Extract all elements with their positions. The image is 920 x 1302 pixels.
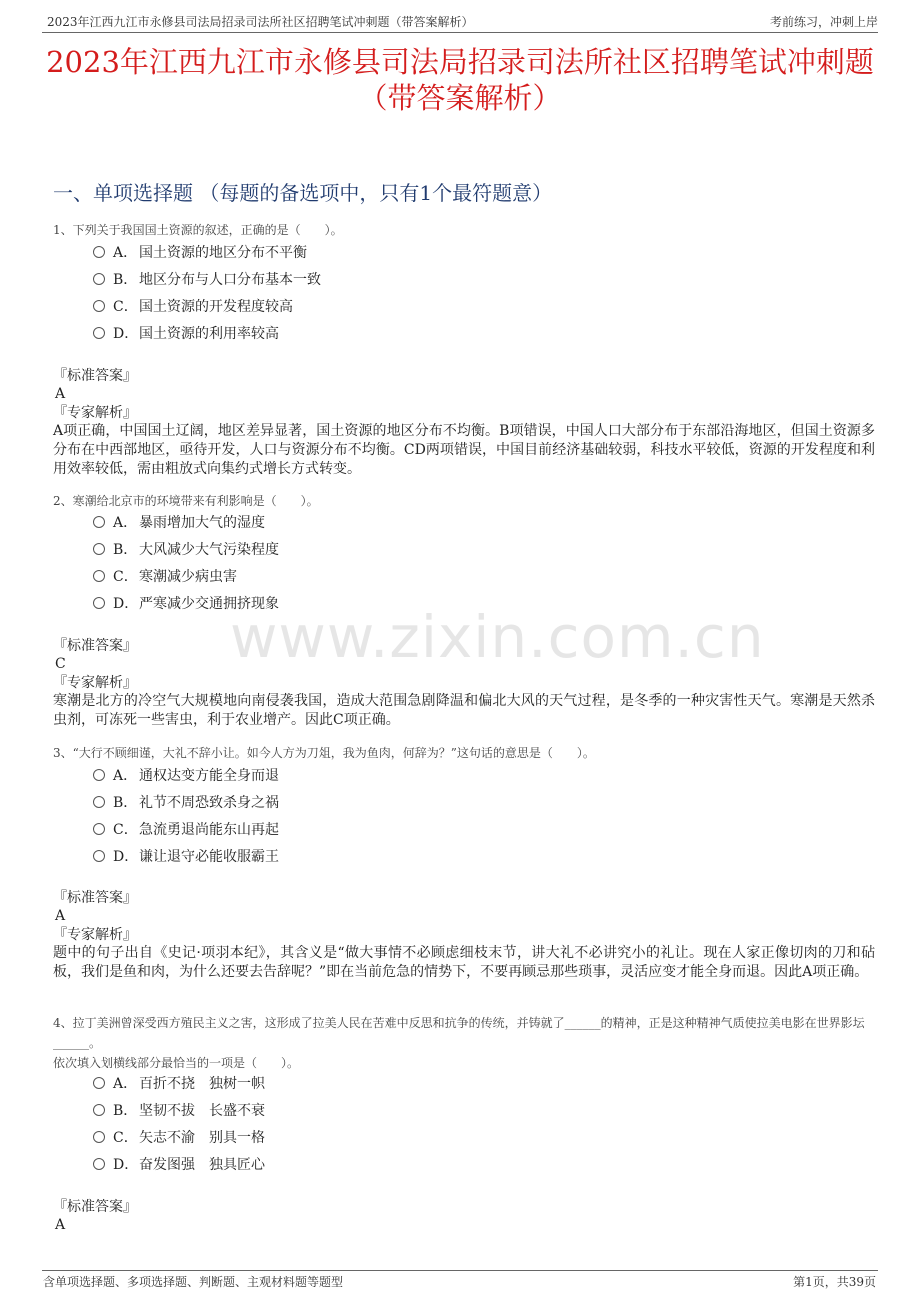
- q4-option-a[interactable]: A． 百折不挠 独树一帜: [93, 1074, 265, 1094]
- q1-option-c[interactable]: C．国土资源的开发程度较高: [93, 297, 293, 317]
- radio-icon[interactable]: [93, 300, 105, 312]
- q1-option-b[interactable]: B． 地区分布与人口分布基本一致: [93, 270, 321, 290]
- radio-icon[interactable]: [93, 543, 105, 555]
- running-header-slogan: 考前练习，冲刺上岸: [769, 15, 878, 29]
- q3-answer: A: [55, 908, 66, 924]
- footer-divider: [42, 1270, 878, 1271]
- question-4-stem: 4、拉丁美洲曾深受西方殖民主义之害，这形成了拉美人民在苦难中反思和抗争的传统，并铸就了______的精神，正是这种精神气质使拉美电影在世界影坛______。: [53, 1016, 865, 1050]
- q4-option-d[interactable]: D．奋发图强 独具匠心: [93, 1155, 265, 1175]
- radio-icon[interactable]: [93, 850, 105, 862]
- question-2-stem: 2、寒潮给北京市的环境带来有利影响是（ ）。: [53, 494, 319, 508]
- document-title: 2023年江西九江市永修县司法局招录司法所社区招聘笔试冲刺题（带答案解析）: [46, 45, 874, 115]
- q2-option-a[interactable]: A． 暴雨增加大气的湿度: [93, 513, 265, 533]
- q3-option-b[interactable]: B． 礼节不周恐致杀身之祸: [93, 793, 279, 813]
- radio-icon[interactable]: [93, 1158, 105, 1170]
- q3-option-a[interactable]: A． 通权达变方能全身而退: [93, 766, 279, 786]
- section-heading: 一、单项选择题 （每题的备选项中，只有1个最符题意）: [53, 181, 553, 205]
- radio-icon[interactable]: [93, 246, 105, 258]
- q1-analysis-label: 『专家解析』: [53, 405, 137, 421]
- q1-option-a[interactable]: A． 国土资源的地区分布不平衡: [93, 243, 307, 263]
- question-1-stem: 1、下列关于我国国土资源的叙述，正确的是（ ）。: [53, 223, 343, 237]
- footer-description: 含单项选择题、多项选择题、判断题、主观材料题等题型: [43, 1275, 344, 1289]
- q4-option-b[interactable]: B． 坚韧不拔 长盛不衰: [93, 1101, 265, 1121]
- q2-answer-label: 『标准答案』: [53, 638, 137, 654]
- q3-option-d[interactable]: D．谦让退守必能收服霸王: [93, 847, 279, 867]
- q4-answer-label: 『标准答案』: [53, 1199, 137, 1215]
- q2-option-b[interactable]: B． 大风减少大气污染程度: [93, 540, 279, 560]
- header-divider: [42, 32, 878, 33]
- question-4-instruction: 依次填入划横线部分最恰当的一项是（ ）。: [53, 1056, 300, 1070]
- radio-icon[interactable]: [93, 516, 105, 528]
- watermark: www.zixin.com.cn: [230, 603, 765, 671]
- radio-icon[interactable]: [93, 823, 105, 835]
- page-number: 第1页，共39页: [793, 1275, 876, 1289]
- radio-icon[interactable]: [93, 1077, 105, 1089]
- q2-analysis-label: 『专家解析』: [53, 675, 137, 691]
- running-header-title: 2023年江西九江市永修县司法局招录司法所社区招聘笔试冲刺题（带答案解析）: [47, 15, 474, 29]
- q2-analysis: 寒潮是北方的冷空气大规模地向南侵袭我国，造成大范围急剧降温和偏北大风的天气过程，是冬季的一种灾害性天气。寒潮是天然杀虫剂，可冻死一些害虫，利于农业增产。因此C项正确。: [53, 693, 875, 728]
- radio-icon[interactable]: [93, 796, 105, 808]
- radio-icon[interactable]: [93, 273, 105, 285]
- radio-icon[interactable]: [93, 1131, 105, 1143]
- q1-analysis: A项正确，中国国土辽阔，地区差异显著，国土资源的地区分布不均衡。B项错误，中国人口大部分布于东部沿海地区，但国土资源多分布在中西部地区，亟待开发，人口与资源分布不均衡。CD两项错误，中国目前经济基础较弱，科技水平较低，资源的开发程度和利用效率较低，需由粗放式向集约式增长方式转变。: [53, 423, 875, 477]
- q3-analysis-label: 『专家解析』: [53, 927, 137, 943]
- radio-icon[interactable]: [93, 769, 105, 781]
- radio-icon[interactable]: [93, 570, 105, 582]
- question-3-stem: 3、“大行不顾细谨，大礼不辞小让。如今人方为刀俎，我为鱼肉，何辞为？”这句话的意思是（ ）。: [53, 746, 595, 760]
- q3-option-c[interactable]: C．急流勇退尚能东山再起: [93, 820, 279, 840]
- q2-option-c[interactable]: C．寒潮减少病虫害: [93, 567, 237, 587]
- radio-icon[interactable]: [93, 597, 105, 609]
- q4-option-c[interactable]: C．矢志不渝 别具一格: [93, 1128, 265, 1148]
- q2-option-d[interactable]: D．严寒减少交通拥挤现象: [93, 594, 279, 614]
- q1-answer-label: 『标准答案』: [53, 368, 137, 384]
- q1-option-d[interactable]: D．国土资源的利用率较高: [93, 324, 279, 344]
- radio-icon[interactable]: [93, 1104, 105, 1116]
- radio-icon[interactable]: [93, 327, 105, 339]
- q4-answer: A: [55, 1217, 66, 1233]
- q3-answer-label: 『标准答案』: [53, 890, 137, 906]
- q3-analysis: 题中的句子出自《史记·项羽本纪》，其含义是“做大事情不必顾虑细枝末节，讲大礼不必讲究小的礼让。现在人家正像切肉的刀和砧板，我们是鱼和肉，为什么还要去告辞呢？”即在当前危急的情势下，不要再顾忌那些琐事，灵活应变才能全身而退。因此A项正确。: [53, 945, 875, 980]
- q2-answer: C: [55, 656, 66, 672]
- q1-answer: A: [55, 386, 66, 402]
